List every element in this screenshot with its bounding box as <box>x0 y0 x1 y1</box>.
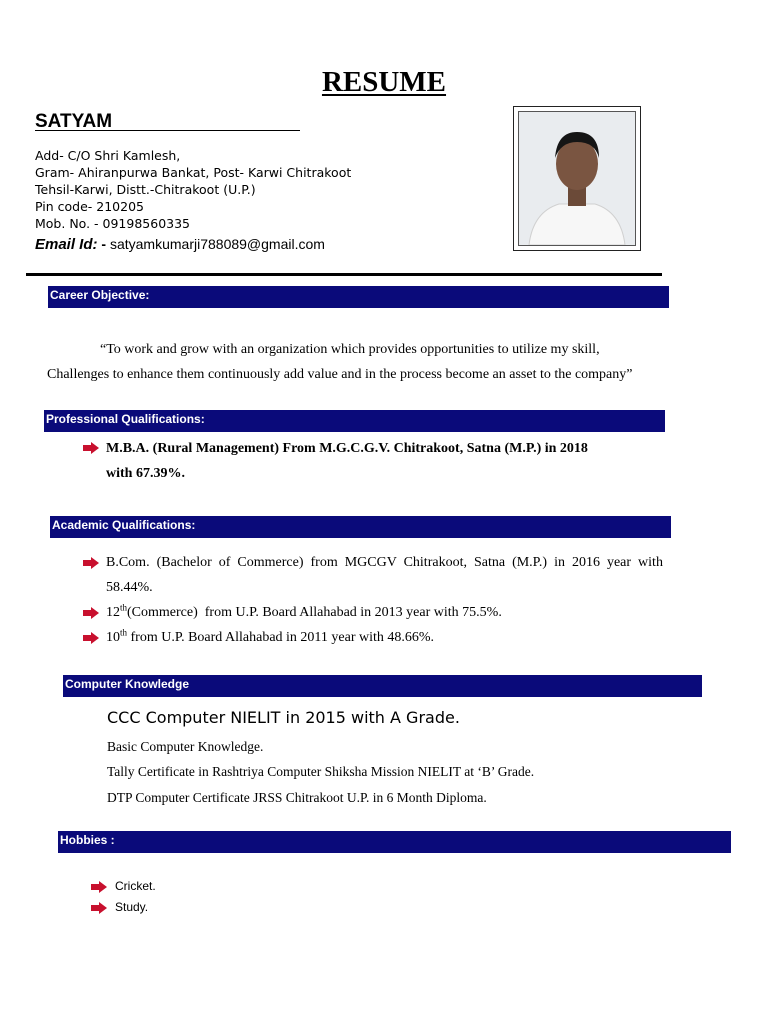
twelfth-qualification <box>106 600 502 625</box>
hobbies-heading: Hobbies : <box>58 831 731 853</box>
email-address[interactable]: satyamkumarji788089@gmail.com <box>109 236 325 252</box>
professional-qualifications-heading: Professional Qualifications: <box>44 410 665 432</box>
twelfth-number: 12 <box>106 605 120 620</box>
hobby-item: Cricket. <box>115 879 156 893</box>
tenth-qualification <box>106 625 434 650</box>
twelfth-details: (Commerce) from U.P. Board Allahabad in 2013 year with 75.5%. <box>127 605 502 620</box>
address-line: Gram- Ahiranpurwa Bankat, Post- Karwi Chitrakoot <box>35 165 352 180</box>
photo-image <box>518 111 636 246</box>
address-block <box>35 147 351 232</box>
computer-item: Basic Computer Knowledge. <box>107 739 264 754</box>
email-line <box>35 236 325 253</box>
bullet-arrow-icon <box>91 902 107 914</box>
address-line: Pin code- 210205 <box>35 199 144 214</box>
tenth-details: from U.P. Board Allahabad in 2011 year with 48.66%. <box>127 630 435 645</box>
bullet-arrow-icon <box>83 557 99 569</box>
computer-item: DTP Computer Certificate JRSS Chitrakoot U.P. in 6 Month Diploma. <box>107 790 487 805</box>
tenth-number: 10 <box>106 630 120 645</box>
bullet-arrow-icon <box>91 881 107 893</box>
computer-knowledge-heading: Computer Knowledge <box>63 675 702 697</box>
bullet-arrow-icon <box>83 607 99 619</box>
email-label: Email Id: <box>35 236 98 253</box>
address-line: Add- C/O Shri Kamlesh, <box>35 148 181 163</box>
candidate-name: SATYAM <box>35 111 113 132</box>
career-objective-line: Challenges to enhance them continuously add value and in the process become an asset to the company” <box>47 367 633 382</box>
bullet-arrow-icon <box>83 442 99 454</box>
career-objective-line: “To work and grow with an organization which provides opportunities to utilize my skill, <box>100 342 600 357</box>
academic-qualifications-heading: Academic Qualifications: <box>50 516 671 538</box>
mobile-number: Mob. No. - 09198560335 <box>35 216 191 231</box>
bcom-percentage: 58.44%. <box>106 580 153 595</box>
bcom-qualification: B.Com. (Bachelor of Commerce) from MGCGV Chitrakoot, Satna (M.P.) in 2016 year with <box>106 555 663 570</box>
profile-photo <box>513 106 641 251</box>
mba-qualification: M.B.A. (Rural Management) From M.G.C.G.V. Chitrakoot, Satna (M.P.) in 2018 <box>106 441 588 456</box>
person-silhouette-icon <box>519 112 635 245</box>
career-objective-heading: Career Objective: <box>48 286 669 308</box>
name-underline <box>35 130 300 131</box>
address-line: Tehsil-Karwi, Distt.-Chitrakoot (U.P.) <box>35 182 256 197</box>
header-divider <box>26 273 662 276</box>
twelfth-superscript: th <box>120 602 128 613</box>
hobby-item: Study. <box>115 900 149 914</box>
email-separator: - <box>101 236 107 252</box>
bullet-arrow-icon <box>83 632 99 644</box>
ccc-certification: CCC Computer NIELIT in 2015 with A Grade. <box>107 708 460 727</box>
mba-percentage: with 67.39%. <box>106 466 185 481</box>
computer-item: Tally Certificate in Rashtriya Computer Shiksha Mission NIELIT at ‘B’ Grade. <box>107 764 535 779</box>
resume-title: RESUME <box>321 66 447 98</box>
tenth-superscript: th <box>120 627 128 638</box>
